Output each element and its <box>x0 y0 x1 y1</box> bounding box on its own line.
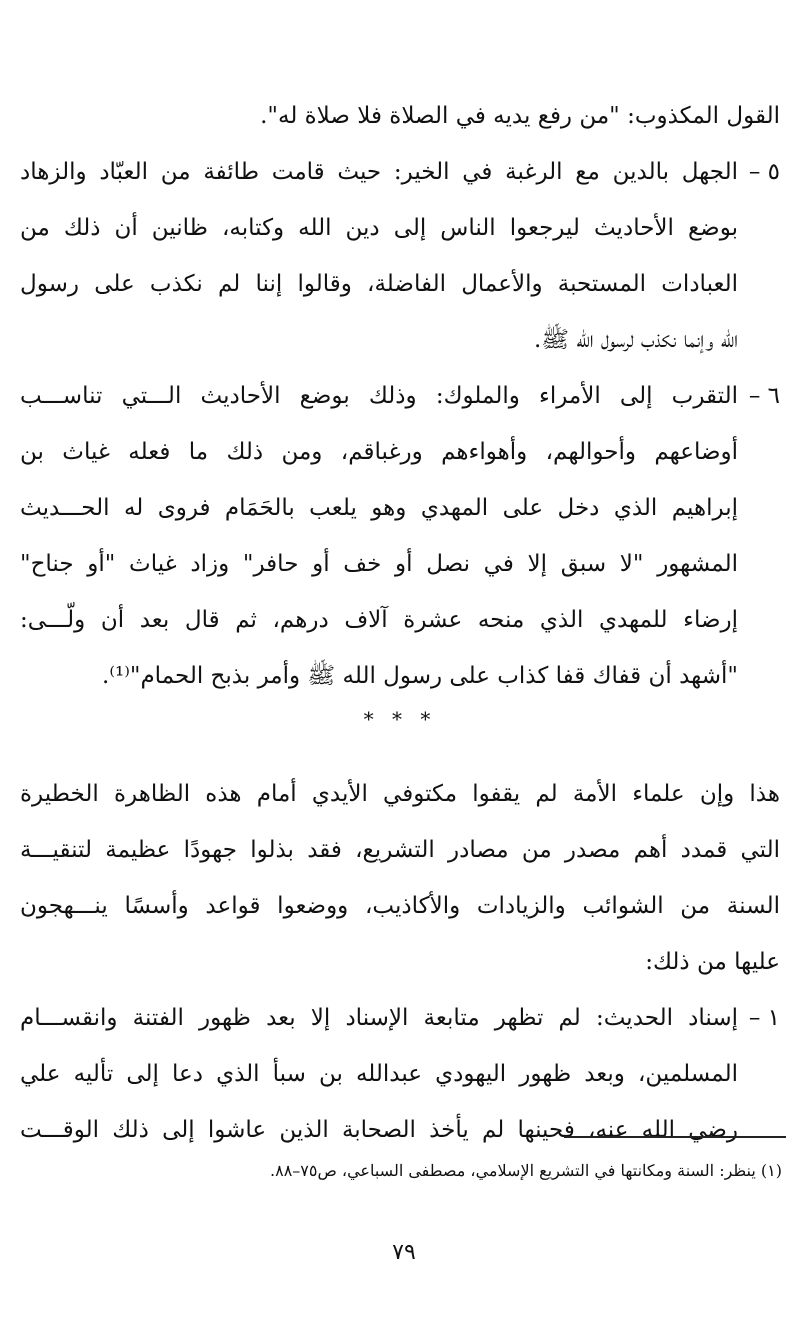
text-line: إبراهيم الذي دخل على المهدي وهو يلعب بالحَمَام فروى له الحـــديث <box>20 495 738 521</box>
footnote: (١) ينظر: السنة ومكانتها في التشريع الإسلامي، مصطفى السباعي، ص٧٥–٨٨. <box>270 1161 782 1180</box>
text-line: الجهل بالدين مع الرغبة في الخير: حيث قامت طائفة من العبّاد والزهاد <box>20 159 738 185</box>
text-line: الله وإنما نكذب لرسول الله ﷺ. <box>533 327 738 353</box>
item-number: ٥ – <box>748 159 780 185</box>
text-line: أوضاعهم وأحوالهم، وأهواءهم ورغباقم، ومن ذلك ما فعله غياث بن <box>20 439 738 465</box>
list-item-1 <box>20 990 780 1158</box>
text-line: إرضاء للمهدي الذي منحه عشرة آلاف درهم، ثم قال بعد أن ولّـــى: <box>20 607 738 633</box>
item-number: ١ – <box>748 1005 780 1031</box>
text-line: بوضع الأحاديث ليرجعوا الناس إلى دين الله وكتابه، ظانين أن ذلك من <box>20 215 738 241</box>
footnote-divider <box>564 1136 786 1138</box>
text-line: السنة من الشوائب والزيادات والأكاذيب، ووضعوا قواعد وأسسًا ينـــهجون <box>20 893 780 919</box>
text-line: العبادات المستحبة والأعمال الفاضلة، وقالوا إننا لم نكذب على رسول <box>20 271 738 297</box>
text-line: المسلمين، وبعد ظهور اليهودي عبدالله بن سبأ الذي دعا إلى تأليه علي <box>20 1061 738 1087</box>
text-line: هذا وإن علماء الأمة لم يقفوا مكتوفي الأيدي أمام هذه الظاهرة الخطيرة <box>20 781 780 807</box>
text-line: التقرب إلى الأمراء والملوك: وذلك بوضع الأحاديث الـــتي تناســـب <box>20 383 738 409</box>
text-line: القول المكذوب: "من رفع يديه في الصلاة فلا صلاة له". <box>260 103 780 129</box>
main-text <box>20 88 780 1158</box>
spacer <box>20 744 780 766</box>
text-line: "أشهد أن قفاك قفا كذاب على رسول الله ﷺ وأمر بذبح الحمام"⁽¹⁾. <box>102 663 738 689</box>
list-item-5 <box>20 144 780 368</box>
text-line: التي قمدد أهم مصدر من مصادر التشريع، فقد بذلوا جهودًا عظيمة لتنقيـــة <box>20 837 780 863</box>
text-line: عليها من ذلك: <box>645 949 780 975</box>
section-separator: * * * <box>363 707 437 731</box>
list-item-6 <box>20 368 780 704</box>
item-number: ٦ – <box>748 383 780 409</box>
page-number: ٧٩ <box>392 1240 416 1265</box>
text-line: رضي الله عنه، فحينها لم يأخذ الصحابة الذين عاشوا إلى ذلك الوقـــت <box>20 1117 738 1143</box>
text-line: المشهور "لا سبق إلا في نصل أو خف أو حافر" وزاد غياث "أو جناح" <box>20 551 738 577</box>
text-line: إسناد الحديث: لم تظهر متابعة الإسناد إلا بعد ظهور الفتنة وانقســـام <box>20 1005 738 1031</box>
